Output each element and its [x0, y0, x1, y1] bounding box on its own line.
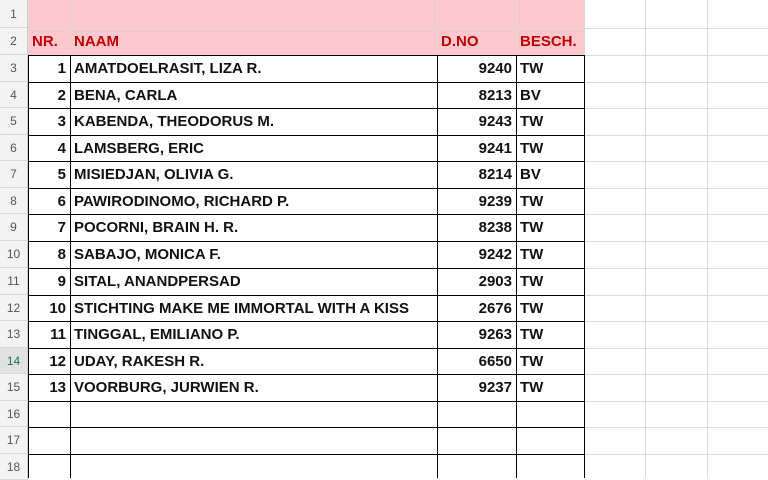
- cell-besch[interactable]: TW: [520, 273, 544, 290]
- cell-naam[interactable]: TINGGAL, EMILIANO P.: [74, 326, 240, 343]
- cell-naam[interactable]: KABENDA, THEODORUS M.: [74, 113, 275, 130]
- row-header-16[interactable]: 16: [0, 401, 28, 427]
- row-header-15[interactable]: 15: [0, 374, 28, 401]
- col-gridline: [707, 0, 708, 478]
- cell-nr[interactable]: 11: [50, 326, 66, 343]
- cell-dno[interactable]: 9240: [478, 60, 512, 77]
- cell-naam[interactable]: MISIEDJAN, OLIVIA G.: [74, 166, 234, 183]
- table-border-horizontal: [28, 401, 584, 402]
- cell-dno[interactable]: 2903: [478, 273, 512, 290]
- cell-dno[interactable]: 8213: [478, 86, 512, 104]
- cell-besch[interactable]: TW: [520, 352, 544, 370]
- row-header-18[interactable]: 18: [0, 454, 28, 480]
- cell-nr[interactable]: 4: [57, 139, 66, 157]
- row-header-12[interactable]: 12: [0, 295, 28, 321]
- row-header-9[interactable]: 9: [0, 214, 28, 241]
- cell-dno[interactable]: 9237: [478, 379, 512, 396]
- cell-besch[interactable]: TW: [520, 246, 544, 263]
- cell-naam[interactable]: BENA, CARLA: [74, 86, 178, 104]
- cell-naam[interactable]: SABAJO, MONICA F.: [74, 246, 221, 263]
- cell-dno[interactable]: 9242: [478, 246, 512, 263]
- cell-besch[interactable]: TW: [520, 326, 544, 343]
- cell-nr[interactable]: 9: [57, 273, 66, 290]
- cell-nr[interactable]: 7: [57, 219, 66, 236]
- row-header-3[interactable]: 3: [0, 55, 28, 82]
- cell-naam[interactable]: POCORNI, BRAIN H. R.: [74, 219, 239, 236]
- cell-naam[interactable]: PAWIRODINOMO, RICHARD P.: [74, 192, 290, 210]
- cell-nr[interactable]: 1: [57, 60, 66, 77]
- cell-nr[interactable]: 3: [57, 113, 66, 130]
- cell-nr[interactable]: 10: [49, 299, 66, 317]
- row-header-6[interactable]: 6: [0, 135, 28, 161]
- header-dno[interactable]: D.NO: [441, 33, 479, 50]
- table-border-horizontal: [28, 427, 584, 428]
- row-header-13[interactable]: 13: [0, 321, 28, 348]
- cell-dno[interactable]: 9241: [478, 139, 512, 157]
- row-header-17[interactable]: 17: [0, 427, 28, 454]
- row-header-1[interactable]: 1: [0, 0, 28, 28]
- cell-nr[interactable]: 13: [49, 379, 66, 396]
- cell-dno[interactable]: 8214: [478, 166, 512, 183]
- cell-nr[interactable]: 6: [57, 192, 66, 210]
- cell-dno[interactable]: 2676: [478, 299, 512, 317]
- cell-dno[interactable]: 9239: [478, 192, 512, 210]
- cell-naam[interactable]: VOORBURG, JURWIEN R.: [74, 379, 259, 396]
- cell-besch[interactable]: BV: [520, 86, 541, 104]
- cell-besch[interactable]: TW: [520, 379, 544, 396]
- cell-dno[interactable]: 6650: [478, 352, 512, 370]
- row-header-2[interactable]: 2: [0, 28, 28, 55]
- cell-besch[interactable]: TW: [520, 219, 544, 236]
- cell-naam[interactable]: UDAY, RAKESH R.: [74, 352, 205, 370]
- row-header-4[interactable]: 4: [0, 82, 28, 108]
- row-header-10[interactable]: 10: [0, 241, 28, 268]
- header-naam[interactable]: NAAM: [74, 33, 119, 50]
- cell-dno[interactable]: 9243: [478, 113, 512, 130]
- cell-besch[interactable]: TW: [520, 192, 544, 210]
- header-besch[interactable]: BESCH.: [520, 33, 577, 50]
- cell-besch[interactable]: BV: [520, 166, 541, 183]
- row-header-8[interactable]: 8: [0, 188, 28, 214]
- col-gridline: [645, 0, 646, 478]
- cell-nr[interactable]: 5: [57, 166, 66, 183]
- cell-naam[interactable]: SITAL, ANANDPERSAD: [74, 273, 241, 290]
- cell-nr[interactable]: 2: [57, 86, 66, 104]
- cell-dno[interactable]: 9263: [478, 326, 512, 343]
- row-header-5[interactable]: 5: [0, 108, 28, 135]
- row-header-14[interactable]: 14: [0, 348, 28, 374]
- cell-besch[interactable]: TW: [520, 60, 544, 77]
- cell-naam[interactable]: STICHTING MAKE ME IMMORTAL WITH A KISS: [74, 299, 409, 317]
- header-nr[interactable]: NR.: [32, 33, 58, 50]
- cell-besch[interactable]: TW: [520, 299, 544, 317]
- cell-naam[interactable]: AMATDOELRASIT, LIZA R.: [74, 60, 262, 77]
- table-border-vertical: [584, 55, 585, 478]
- row-header-7[interactable]: 7: [0, 161, 28, 188]
- cell-besch[interactable]: TW: [520, 139, 544, 157]
- row-header-11[interactable]: 11: [0, 268, 28, 295]
- cell-nr[interactable]: 8: [57, 246, 66, 263]
- cell-besch[interactable]: TW: [520, 113, 544, 130]
- table-border-horizontal: [28, 454, 584, 455]
- cell-nr[interactable]: 12: [49, 352, 66, 370]
- cell-dno[interactable]: 8238: [478, 219, 512, 236]
- cell-naam[interactable]: LAMSBERG, ERIC: [74, 139, 205, 157]
